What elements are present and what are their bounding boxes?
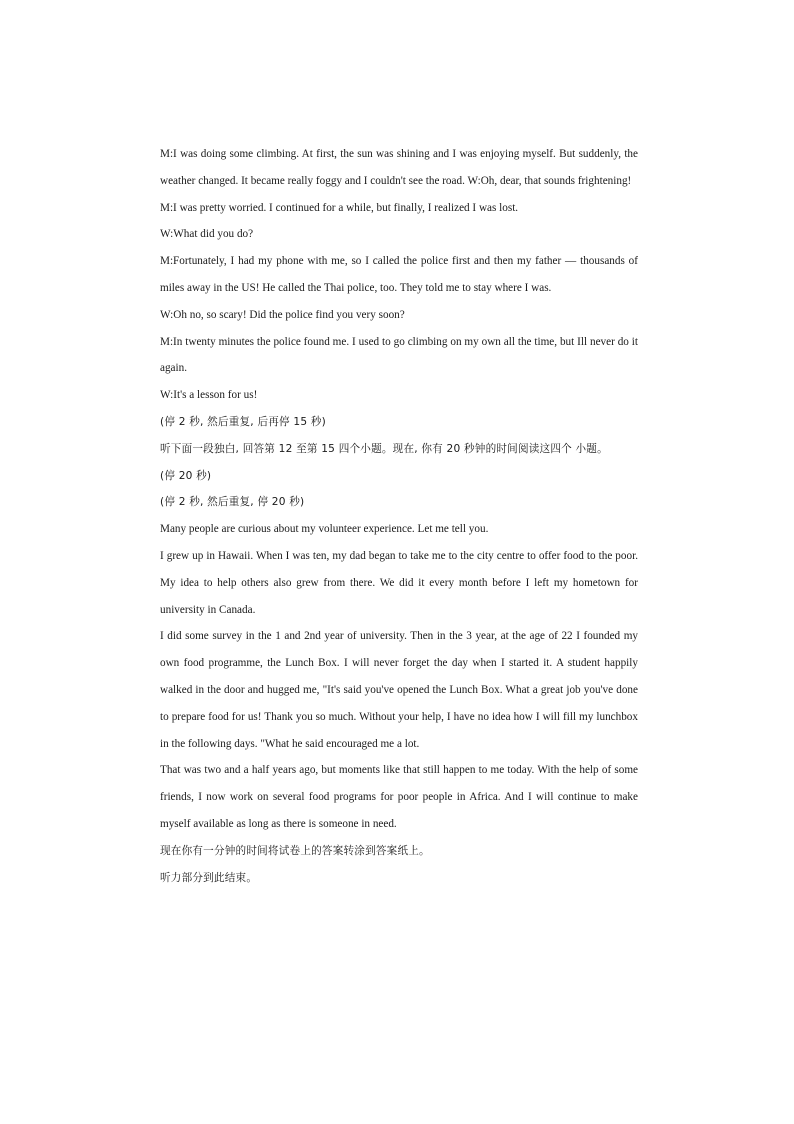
dialogue-paragraph: M:In twenty minutes the police found me. I used to go climbing on my own all the time, but Ill never do it again. [160, 335, 638, 375]
monologue-paragraph: I grew up in Hawaii. When I was ten, my dad began to take me to the city centre to offer food to the poor. My idea to help others also grew from there. We did it every month before I left my hometown for university in Canada. [160, 549, 638, 616]
end-notice: 听力部分到此结束。 [160, 871, 258, 884]
pause-instruction: (停 2 秒, 然后重复, 停 20 秒) [160, 496, 305, 509]
monologue-paragraph: That was two and a half years ago, but moments like that still happen to me today. With the help of some friends, I now work on several food programs for poor people in Africa. And I will continue to make myself available as long as there is someone in need. [160, 764, 638, 830]
dialogue-paragraph: M:I was doing some climbing. At first, the sun was shining and I was enjoying myself. But suddenly, the weather changed. It became really foggy and I couldn't see the road. W:Oh, dear, that sounds frightening! [160, 148, 638, 187]
dialogue-paragraph: M:Fortunately, I had my phone with me, so I called the police first and then my father — thousands of miles away in the US! He called the Thai police, too. They told me to stay where I was. [160, 255, 638, 294]
dialogue-line: W:Oh no, so scary! Did the police find you very soon? [160, 308, 405, 321]
monologue-paragraph: I did some survey in the 1 and 2nd year of university. Then in the 3 year, at the age of 22 I founded my own food programme, the Lunch Box. I will never forget the day when I started it. A student happily walked in the door and hugged me, "It's said you've opened the Lunch Box. What a great job you've done to prepare food for us! Thank you so much. Without your help, I have no idea how I will fill my lunchbox in the following days. "What he said encouraged me a lot. [160, 630, 638, 750]
closing-instruction: 现在你有一分钟的时间将试卷上的答案转涂到答案纸上。 [160, 844, 430, 857]
section-instruction: 听下面一段独白, 回答第 12 至第 15 四个小题。现在, 你有 20 秒钟的时间阅读这四个 小题。 [160, 442, 608, 455]
dialogue-line: W:It's a lesson for us! [160, 389, 258, 402]
monologue-paragraph: Many people are curious about my volunteer experience. Let me tell you. [160, 523, 489, 536]
transcript-body [160, 141, 638, 891]
dialogue-line: M:I was pretty worried. I continued for a while, but finally, I realized I was lost. [160, 201, 519, 214]
dialogue-line: W:What did you do? [160, 228, 254, 241]
pause-instruction: (停 2 秒, 然后重复, 后再停 15 秒) [160, 415, 326, 428]
pause-instruction: (停 20 秒) [160, 469, 212, 482]
